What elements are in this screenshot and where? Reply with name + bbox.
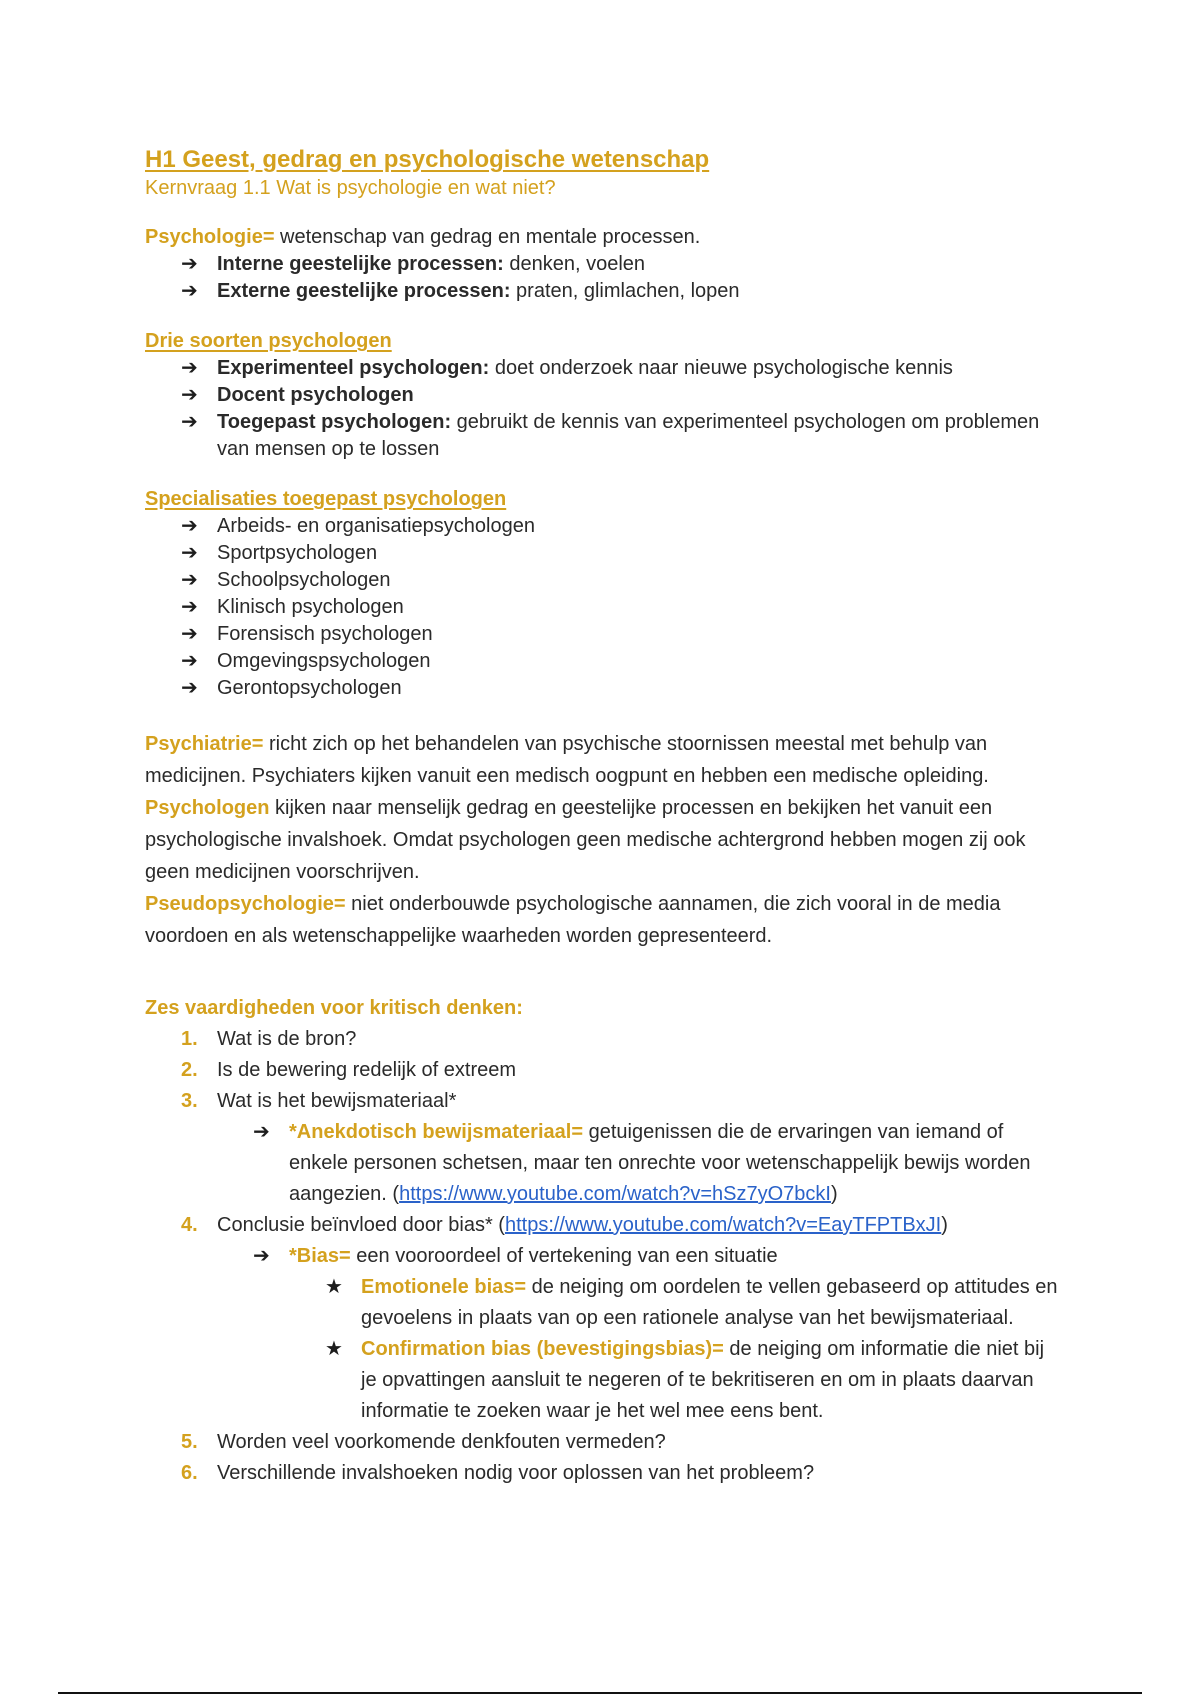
- section-heading-specialisaties: Specialisaties toegepast psychologen: [145, 488, 507, 510]
- list-item: [181, 621, 1065, 648]
- bias-video-link[interactable]: https://www.youtube.com/watch?v=EayTFPTBxJI: [504, 1214, 942, 1236]
- arrow-icon: ➔: [181, 596, 198, 618]
- list-item: [181, 355, 1065, 382]
- page-title: H1 Geest, gedrag en psychologische wetenschap: [145, 146, 710, 173]
- arrow-icon: ➔: [253, 1121, 270, 1143]
- psychologen-text: kijken naar menselijk gedrag en geestelijke processen en bekijken het vanuit een psychologische invalshoek. Omdat psychologen geen medische achtergrond hebben mogen zij ook geen medicijnen voorschrijven.: [145, 797, 1026, 883]
- numbered-item: [181, 1458, 1065, 1489]
- list-item: [181, 409, 1065, 463]
- numbered-item: [181, 1210, 1065, 1427]
- page-subtitle: Kernvraag 1.1 Wat is psychologie en wat niet?: [145, 177, 556, 199]
- bias-term: *Bias=: [289, 1245, 351, 1267]
- item-label: Interne geestelijke processen:: [217, 253, 504, 275]
- item-number: 5.: [181, 1431, 198, 1453]
- list-item: [181, 567, 1065, 594]
- pseudo-paragraph: [145, 888, 1065, 952]
- list-item: [181, 251, 1065, 278]
- item-text: Sportpsychologen: [217, 542, 378, 564]
- confirmation-text: de neiging om informatie die niet bij je opvattingen aansluit te negeren of te bekritiseren en om in plaats daarvan informatie te zoeken waar je het wel mee eens bent.: [361, 1338, 1045, 1422]
- specialisaties-list: [145, 513, 1065, 702]
- arrow-icon: ➔: [181, 280, 198, 302]
- arrow-icon: ➔: [181, 650, 198, 672]
- arrow-icon: ➔: [253, 1245, 270, 1267]
- item-text: Gerontopsychologen: [217, 677, 402, 699]
- item-text: denken, voelen: [503, 253, 646, 275]
- item-number: 6.: [181, 1462, 198, 1484]
- star-icon: ★: [325, 1276, 343, 1298]
- arrow-icon: ➔: [181, 623, 198, 645]
- list-item: [181, 594, 1065, 621]
- pseudo-text: niet onderbouwde psychologische aannamen, die zich vooral in de media voordoen en als wetenschappelijke waarheden worden gepresenteerd.: [145, 893, 1001, 947]
- list-item: [325, 1272, 1065, 1334]
- arrow-icon: ➔: [181, 515, 198, 537]
- confirmation-term: Confirmation bias (bevestigingsbias)=: [361, 1338, 724, 1360]
- arrow-icon: ➔: [181, 411, 198, 433]
- item-text: Verschillende invalshoeken nodig voor oplossen van het probleem?: [217, 1462, 815, 1484]
- item-text: Wat is de bron?: [217, 1028, 357, 1050]
- item-label: Experimenteel psychologen:: [217, 357, 490, 379]
- numbered-item: [181, 1086, 1065, 1210]
- item-number: 3.: [181, 1090, 198, 1112]
- list-item: [181, 675, 1065, 702]
- psychiatrie-text: richt zich op het behandelen van psychische stoornissen meestal met behulp van medicijnen. Psychiaters kijken vanuit een medisch oogpunt en hebben een medische opleiding.: [145, 733, 989, 787]
- item-label: Toegepast psychologen:: [217, 411, 452, 433]
- item-number: 4.: [181, 1214, 198, 1236]
- item-text: praten, glimlachen, lopen: [510, 280, 740, 302]
- list-item: [181, 382, 1065, 409]
- item-text: Is de bewering redelijk of extreem: [217, 1059, 517, 1081]
- anekdotisch-term: *Anekdotisch bewijsmateriaal=: [289, 1121, 584, 1143]
- close-paren: ): [830, 1183, 838, 1205]
- item-text: Omgevingspsychologen: [217, 650, 431, 672]
- list-item: [253, 1241, 1065, 1427]
- list-item: [181, 513, 1065, 540]
- arrow-icon: ➔: [181, 357, 198, 379]
- item-text: Arbeids- en organisatiepsychologen: [217, 515, 535, 537]
- psychologen-paragraph: [145, 792, 1065, 888]
- item-text: Schoolpsychologen: [217, 569, 391, 591]
- page-bottom-divider: [58, 1692, 1142, 1694]
- arrow-icon: ➔: [181, 677, 198, 699]
- kritisch-list: [145, 1024, 1065, 1489]
- list-item: [181, 648, 1065, 675]
- arrow-icon: ➔: [181, 384, 198, 406]
- definitions-block: [145, 728, 1065, 952]
- item-number: 2.: [181, 1059, 198, 1081]
- psychologen-term: Psychologen: [145, 797, 270, 819]
- numbered-item: [181, 1427, 1065, 1458]
- bias-text: een vooroordeel of vertekening van een situatie: [350, 1245, 778, 1267]
- list-item: [181, 278, 1065, 305]
- item-label: Externe geestelijke processen:: [217, 280, 511, 302]
- bias-sublist: [217, 1241, 1065, 1427]
- psychologie-definition: [145, 223, 1065, 251]
- item-label: Docent psychologen: [217, 384, 414, 406]
- soorten-list: [145, 355, 1065, 463]
- star-icon: ★: [325, 1338, 343, 1360]
- list-item: [181, 540, 1065, 567]
- bewijs-sublist: [217, 1117, 1065, 1210]
- psychiatrie-term: Psychiatrie=: [145, 733, 264, 755]
- item-text: Wat is het bewijsmateriaal*: [217, 1090, 457, 1112]
- psychologie-text: wetenschap van gedrag en mentale processen.: [274, 226, 701, 248]
- arrow-icon: ➔: [181, 542, 198, 564]
- item-number: 1.: [181, 1028, 198, 1050]
- psychologie-term: Psychologie=: [145, 226, 275, 248]
- arrow-icon: ➔: [181, 253, 198, 275]
- pseudo-term: Pseudopsychologie=: [145, 893, 346, 915]
- item-text: Forensisch psychologen: [217, 623, 433, 645]
- psychiatrie-paragraph: [145, 728, 1065, 792]
- emotionele-text: de neiging om oordelen te vellen gebaseerd op attitudes en gevoelens in plaats van op een rationele analyse van het bewijsmateriaal.: [361, 1276, 1058, 1329]
- list-item: [253, 1117, 1065, 1210]
- item-text: gebruikt de kennis van experimenteel psychologen om problemen van mensen op te lossen: [217, 411, 1040, 460]
- item-text: Conclusie beïnvloed door bias* (: [217, 1214, 505, 1236]
- bias-types-list: [289, 1272, 1065, 1427]
- psychologie-list: [145, 251, 1065, 305]
- item-text: Worden veel voorkomende denkfouten vermeden?: [217, 1431, 666, 1453]
- arrow-icon: ➔: [181, 569, 198, 591]
- close-paren: ): [941, 1214, 948, 1236]
- emotionele-term: Emotionele bias=: [361, 1276, 527, 1298]
- item-text: doet onderzoek naar nieuwe psychologische kennis: [489, 357, 953, 379]
- anekdotisch-text: getuigenissen die de ervaringen van iemand of enkele personen schetsen, maar ten onrechte voor wetenschappelijk bewijs worden aangezien. (: [289, 1121, 1031, 1205]
- numbered-item: [181, 1055, 1065, 1086]
- document-page: [145, 145, 1065, 1489]
- section-heading-soorten: Drie soorten psychologen: [145, 330, 392, 352]
- item-text: Klinisch psychologen: [217, 596, 404, 618]
- section-heading-kritisch: Zes vaardigheden voor kritisch denken:: [145, 997, 523, 1019]
- numbered-item: [181, 1024, 1065, 1055]
- list-item: [325, 1334, 1065, 1427]
- anekdotisch-video-link[interactable]: https://www.youtube.com/watch?v=hSz7yO7bckI: [399, 1183, 831, 1205]
